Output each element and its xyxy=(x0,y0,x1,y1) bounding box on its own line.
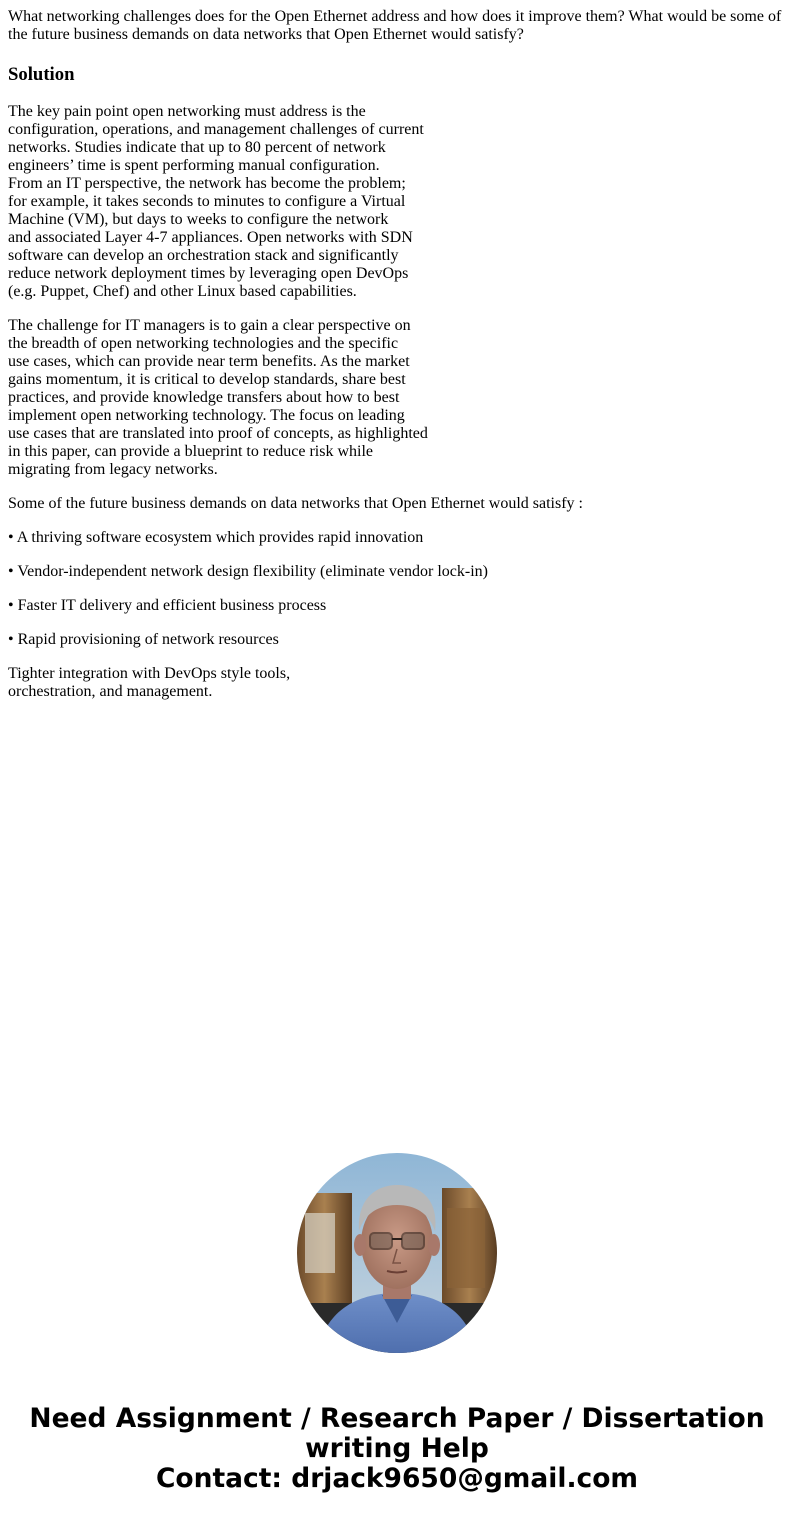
question-line: What networking challenges does for the Open Ethernet address and how does it improve them? What would be some of xyxy=(8,8,782,25)
question-text xyxy=(8,8,786,44)
paragraph-line: use cases that are translated into proof of concepts, as highlighted xyxy=(8,425,428,442)
paragraph-line: configuration, operations, and management challenges of current xyxy=(8,121,424,138)
paragraph-line: software can develop an orchestration stack and significantly xyxy=(8,247,399,264)
solution-paragraph-1 xyxy=(8,103,786,301)
paragraph-line: Tighter integration with DevOps style tools, xyxy=(8,665,291,682)
paragraph-line: in this paper, can provide a blueprint to reduce risk while xyxy=(8,443,374,460)
author-avatar xyxy=(297,1153,497,1353)
question-line: the future business demands on data networks that Open Ethernet would satisfy? xyxy=(8,26,524,43)
paragraph-line: Machine (VM), but days to weeks to configure the network xyxy=(8,211,389,228)
paragraph-line: and associated Layer 4-7 appliances. Open networks with SDN xyxy=(8,229,413,246)
paragraph-line: The key pain point open networking must address is the xyxy=(8,103,366,120)
paragraph-line: From an IT perspective, the network has become the problem; xyxy=(8,175,406,192)
bullet-item: • A thriving software ecosystem which provides rapid innovation xyxy=(8,529,424,546)
paragraph-line: (e.g. Puppet, Chef) and other Linux based capabilities. xyxy=(8,283,357,300)
paragraph-line: the breadth of open networking technologies and the specific xyxy=(8,335,399,352)
banner-line: Need Assignment / Research Paper / Dissertation xyxy=(29,1403,765,1434)
paragraph-line: use cases, which can provide near term benefits. As the market xyxy=(8,353,410,370)
paragraph-line: for example, it takes seconds to minutes to configure a Virtual xyxy=(8,193,406,210)
paragraph-line: practices, and provide knowledge transfers about how to best xyxy=(8,389,400,406)
bullet-item: • Rapid provisioning of network resources xyxy=(8,631,279,648)
paragraph-line: implement open networking technology. The focus on leading xyxy=(8,407,405,424)
closing-paragraph xyxy=(8,665,786,701)
banner-line: writing Help xyxy=(305,1433,489,1464)
paragraph-line: orchestration, and management. xyxy=(8,683,213,700)
bullet-item: • Vendor-independent network design flexibility (eliminate vendor lock-in) xyxy=(8,563,488,580)
paragraph-line: migrating from legacy networks. xyxy=(8,461,218,478)
paragraph-line: gains momentum, it is critical to develop standards, share best xyxy=(8,371,406,388)
document-body xyxy=(8,8,786,701)
demands-intro: Some of the future business demands on data networks that Open Ethernet would satisfy : xyxy=(8,495,583,512)
paragraph-line: networks. Studies indicate that up to 80 percent of network xyxy=(8,139,386,156)
contact-email-line: Contact: drjack9650@gmail.com xyxy=(155,1463,639,1494)
solution-paragraph-2 xyxy=(8,317,786,479)
bullet-item: • Faster IT delivery and efficient business process xyxy=(8,597,327,614)
paragraph-line: reduce network deployment times by leveraging open DevOps xyxy=(8,265,409,282)
paragraph-line: The challenge for IT managers is to gain a clear perspective on xyxy=(8,317,411,334)
contact-banner xyxy=(0,1404,794,1494)
author-portrait-image xyxy=(297,1153,497,1353)
solution-heading: Solution xyxy=(8,64,75,85)
paragraph-line: engineers’ time is spent performing manual configuration. xyxy=(8,157,380,174)
